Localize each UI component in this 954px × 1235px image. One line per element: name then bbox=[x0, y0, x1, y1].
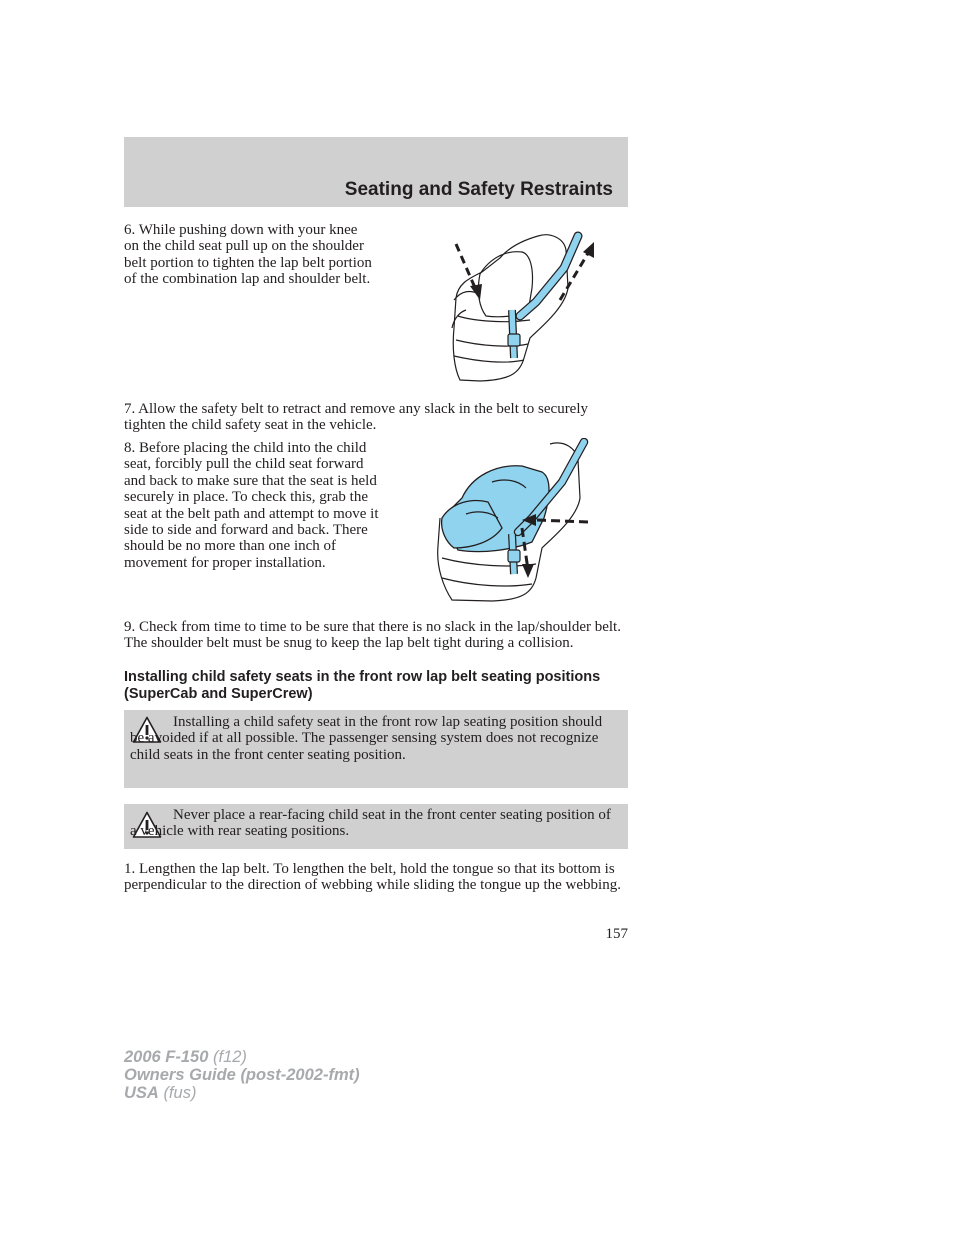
section-subheading: Installing child safety seats in the front row lap belt seating positions (SuperCab and SuperCrew) bbox=[124, 669, 601, 702]
warning-text-2: Never place a rear-facing child seat in the front center seating position of a vehicle with rear seating positions. bbox=[130, 807, 611, 840]
footer-market-code: (fus) bbox=[163, 1084, 197, 1102]
footer-model: 2006 F-150 bbox=[124, 1048, 209, 1066]
footer-line-2 bbox=[124, 1066, 360, 1084]
page-number: 157 bbox=[605, 926, 628, 942]
warning-text-1: Installing a child safety seat in the front row lap seating position should be avoided if at all possible. The passenger sensing system does not recognize child seats in the front center seating position. bbox=[130, 714, 603, 763]
footer-line-3 bbox=[124, 1084, 360, 1102]
step-1-text: 1. Lengthen the lap belt. To lengthen the belt, hold the tongue so that its bottom is perpendicular to the direction of webbing while sliding the tongue up the webbing. bbox=[124, 861, 621, 894]
document-footer bbox=[124, 1048, 360, 1102]
step-6-text: 6. While pushing down with your knee on the child seat pull up on the shoulder belt portion to tighten the lap belt portion of the combination lap and shoulder belt. bbox=[124, 222, 372, 288]
step-8-text: 8. Before placing the child into the child seat, forcibly pull the child seat forward and back to make sure that the seat is held securely in place. To check this, grab the seat at the belt path and attempt to move it side to side and forward and back. There should be no more than one inch of movement for proper installation. bbox=[124, 440, 379, 571]
step-9-text: 9. Check from time to time to be sure that there is no slack in the lap/shoulder belt. The shoulder belt must be snug to keep the lap belt tight during a collision. bbox=[124, 619, 621, 652]
footer-model-code: (f12) bbox=[213, 1048, 247, 1066]
warning-box-2 bbox=[124, 804, 628, 849]
warning-box-1 bbox=[124, 710, 628, 788]
step-7-text: 7. Allow the safety belt to retract and remove any slack in the belt to securely tighten the child safety seat in the vehicle. bbox=[124, 401, 589, 434]
section-header bbox=[124, 137, 628, 207]
shoulder-belt-tighten-illustration bbox=[440, 228, 610, 386]
seat-movement-check-illustration bbox=[432, 438, 592, 604]
footer-guide: Owners Guide (post-2002-fmt) bbox=[124, 1066, 360, 1084]
footer-market: USA bbox=[124, 1084, 159, 1102]
section-title: Seating and Safety Restraints bbox=[344, 179, 613, 200]
footer-line-1 bbox=[124, 1048, 360, 1066]
